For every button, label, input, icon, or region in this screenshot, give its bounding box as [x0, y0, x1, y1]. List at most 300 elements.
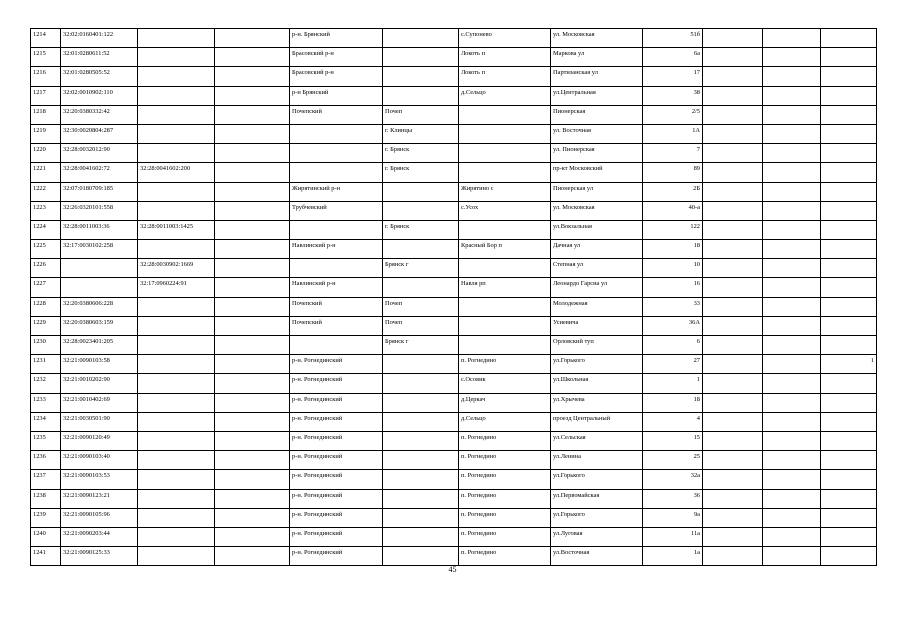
cell-settlement — [459, 336, 551, 355]
cell-house-number: 16 — [643, 278, 703, 297]
cell-extra-2 — [763, 67, 821, 86]
cell-settlement: с.Осовик — [459, 374, 551, 393]
cell-extra-3 — [821, 489, 877, 508]
cell-row-index: 1214 — [31, 29, 61, 48]
cell-cadastral-number: 32:21:0010202:90 — [61, 374, 138, 393]
cell-settlement: п. Рогнедино — [459, 489, 551, 508]
cell-street: ул. Пионерская — [551, 144, 643, 163]
cell-extra-2 — [763, 86, 821, 105]
table-row — [31, 527, 877, 546]
cell-empty-col — [215, 451, 290, 470]
table-row — [31, 201, 877, 220]
cell-house-number: 122 — [643, 220, 703, 239]
cell-settlement: Жирятино с — [459, 182, 551, 201]
cell-city — [383, 182, 459, 201]
cell-street: ул.Сельская — [551, 431, 643, 450]
cell-house-number: 25 — [643, 451, 703, 470]
cell-street: проезд Центральный — [551, 412, 643, 431]
cell-empty-col — [215, 489, 290, 508]
cell-extra-1 — [703, 547, 763, 566]
cell-city: Почеп — [383, 297, 459, 316]
cell-cadastral-number: 32:21:0090203:44 — [61, 527, 138, 546]
cell-city: г. Брянск — [383, 144, 459, 163]
cell-settlement: п. Рогнедино — [459, 451, 551, 470]
cell-row-index: 1239 — [31, 508, 61, 527]
cell-house-number: 89 — [643, 163, 703, 182]
cell-house-number: 7 — [643, 144, 703, 163]
cell-empty-col — [215, 374, 290, 393]
table-row — [31, 124, 877, 143]
cell-city — [383, 201, 459, 220]
cell-street: ул. Московская — [551, 29, 643, 48]
cell-cadastral-number: 32:28:0032012:90 — [61, 144, 138, 163]
cell-cadastral-number: 32:07:0180709:185 — [61, 182, 138, 201]
cell-district: р-н Брянский — [290, 86, 383, 105]
cell-row-index: 1237 — [31, 470, 61, 489]
cell-cadastral-number-2 — [138, 451, 215, 470]
cell-extra-1 — [703, 105, 763, 124]
cell-extra-1 — [703, 86, 763, 105]
cell-cadastral-number-2: 32:28:0011003:1425 — [138, 220, 215, 239]
cell-cadastral-number: 32:20:0380603:159 — [61, 316, 138, 335]
cell-street: Пионерская ул — [551, 182, 643, 201]
cell-settlement: д.Сельцо — [459, 86, 551, 105]
cell-district: р-н. Рогнединский — [290, 470, 383, 489]
cell-extra-1 — [703, 201, 763, 220]
cell-street: Дачная ул — [551, 240, 643, 259]
table-row — [31, 67, 877, 86]
cell-city: Почеп — [383, 105, 459, 124]
cell-street: пр-кт Московский — [551, 163, 643, 182]
cell-city — [383, 240, 459, 259]
cell-district: Почепский — [290, 105, 383, 124]
table-row — [31, 316, 877, 335]
cell-extra-2 — [763, 278, 821, 297]
cell-city — [383, 527, 459, 546]
cell-row-index: 1234 — [31, 412, 61, 431]
cell-extra-3 — [821, 527, 877, 546]
cell-cadastral-number-2 — [138, 336, 215, 355]
cell-extra-3 — [821, 182, 877, 201]
cell-row-index: 1221 — [31, 163, 61, 182]
cell-cadastral-number: 32:26:0320101:558 — [61, 201, 138, 220]
cell-house-number: 2Б — [643, 182, 703, 201]
cell-settlement: д.Церкач — [459, 393, 551, 412]
cell-house-number: 10 — [643, 259, 703, 278]
cell-cadastral-number-2 — [138, 489, 215, 508]
cell-extra-1 — [703, 355, 763, 374]
cell-row-index: 1230 — [31, 336, 61, 355]
cell-cadastral-number: 32:21:0090120:49 — [61, 431, 138, 450]
cell-street: Леонардо Гарсиа ул — [551, 278, 643, 297]
cell-house-number: 18 — [643, 393, 703, 412]
cell-empty-col — [215, 201, 290, 220]
table-row — [31, 451, 877, 470]
cell-street: Маркова ул — [551, 48, 643, 67]
cell-cadastral-number: 32:21:0090123:21 — [61, 489, 138, 508]
cell-extra-3 — [821, 412, 877, 431]
cell-street: ул.Горького — [551, 355, 643, 374]
cell-extra-3 — [821, 220, 877, 239]
cell-district: р-н. Рогнединский — [290, 412, 383, 431]
cell-settlement — [459, 297, 551, 316]
cell-house-number: 40-а — [643, 201, 703, 220]
cell-extra-3 — [821, 124, 877, 143]
cell-street: Степная ул — [551, 259, 643, 278]
cell-street: Усиевича — [551, 316, 643, 335]
cell-cadastral-number-2 — [138, 393, 215, 412]
cell-row-index: 1216 — [31, 67, 61, 86]
registry-table — [30, 28, 877, 566]
cell-settlement: п. Рогнедино — [459, 470, 551, 489]
cell-cadastral-number: 32:21:0030501:90 — [61, 412, 138, 431]
cell-cadastral-number-2 — [138, 48, 215, 67]
cell-cadastral-number-2: 32:17:0960224:91 — [138, 278, 215, 297]
cell-cadastral-number-2 — [138, 355, 215, 374]
cell-empty-col — [215, 508, 290, 527]
cell-street: ул.Ленина — [551, 451, 643, 470]
cell-empty-col — [215, 144, 290, 163]
cell-extra-3 — [821, 201, 877, 220]
cell-extra-2 — [763, 547, 821, 566]
cell-city — [383, 393, 459, 412]
cell-extra-1 — [703, 182, 763, 201]
cell-house-number: 17 — [643, 67, 703, 86]
cell-cadastral-number-2 — [138, 201, 215, 220]
cell-street: ул.Школьная — [551, 374, 643, 393]
cell-cadastral-number: 32:21:0090125:33 — [61, 547, 138, 566]
cell-extra-1 — [703, 431, 763, 450]
cell-row-index: 1241 — [31, 547, 61, 566]
cell-district — [290, 163, 383, 182]
table-row — [31, 336, 877, 355]
cell-cadastral-number-2: 32:28:0030902:1669 — [138, 259, 215, 278]
cell-settlement: п. Рогнедино — [459, 547, 551, 566]
table-row — [31, 163, 877, 182]
cell-cadastral-number: 32:30:0020804:287 — [61, 124, 138, 143]
cell-street: ул.Горького — [551, 470, 643, 489]
cell-empty-col — [215, 240, 290, 259]
cell-extra-1 — [703, 527, 763, 546]
cell-cadastral-number: 32:21:0090103:58 — [61, 355, 138, 374]
cell-extra-3 — [821, 163, 877, 182]
cell-empty-col — [215, 316, 290, 335]
cell-settlement: д.Сельцо — [459, 412, 551, 431]
cell-extra-3 — [821, 144, 877, 163]
cell-row-index: 1223 — [31, 201, 61, 220]
cell-cadastral-number-2 — [138, 144, 215, 163]
cell-extra-1 — [703, 259, 763, 278]
table-row — [31, 29, 877, 48]
cell-cadastral-number-2 — [138, 412, 215, 431]
cell-district: р-н. Рогнединский — [290, 393, 383, 412]
cell-house-number: 15 — [643, 431, 703, 450]
cell-cadastral-number: 32:02:0010902:110 — [61, 86, 138, 105]
cell-cadastral-number-2 — [138, 67, 215, 86]
cell-extra-1 — [703, 393, 763, 412]
cell-city — [383, 451, 459, 470]
cell-district: Почепский — [290, 297, 383, 316]
cell-empty-col — [215, 431, 290, 450]
cell-extra-3 — [821, 259, 877, 278]
cell-extra-2 — [763, 201, 821, 220]
cell-extra-2 — [763, 220, 821, 239]
cell-extra-3 — [821, 336, 877, 355]
table-row — [31, 393, 877, 412]
cell-extra-1 — [703, 220, 763, 239]
cell-extra-3 — [821, 393, 877, 412]
cell-city — [383, 374, 459, 393]
cell-cadastral-number-2 — [138, 105, 215, 124]
cell-extra-2 — [763, 29, 821, 48]
cell-empty-col — [215, 182, 290, 201]
cell-house-number: 9а — [643, 508, 703, 527]
cell-extra-1 — [703, 278, 763, 297]
cell-cadastral-number-2 — [138, 547, 215, 566]
cell-house-number: 36А — [643, 316, 703, 335]
cell-empty-col — [215, 393, 290, 412]
cell-cadastral-number-2 — [138, 431, 215, 450]
cell-extra-3 — [821, 374, 877, 393]
cell-settlement: Локоть п — [459, 67, 551, 86]
cell-street: ул. Восточная — [551, 124, 643, 143]
cell-row-index: 1222 — [31, 182, 61, 201]
cell-settlement — [459, 316, 551, 335]
cell-extra-1 — [703, 124, 763, 143]
cell-extra-3 — [821, 67, 877, 86]
cell-house-number: 18 — [643, 240, 703, 259]
cell-cadastral-number: 32:01:0280505:52 — [61, 67, 138, 86]
table-row — [31, 220, 877, 239]
cell-settlement: п. Рогнедино — [459, 527, 551, 546]
cell-empty-col — [215, 105, 290, 124]
cell-settlement: Локоть п — [459, 48, 551, 67]
table-row — [31, 144, 877, 163]
cell-street: Пионерская — [551, 105, 643, 124]
cell-settlement — [459, 163, 551, 182]
cell-street: ул. Московская — [551, 201, 643, 220]
cell-street: ул.Горького — [551, 508, 643, 527]
cell-empty-col — [215, 412, 290, 431]
cell-street: Молодежная — [551, 297, 643, 316]
cell-extra-1 — [703, 316, 763, 335]
cell-extra-2 — [763, 470, 821, 489]
cell-extra-3 — [821, 105, 877, 124]
cell-city: Брянск г — [383, 259, 459, 278]
cell-empty-col — [215, 48, 290, 67]
cell-extra-1 — [703, 451, 763, 470]
cell-cadastral-number: 32:28:0023401:205 — [61, 336, 138, 355]
cell-street: ул.Восточная — [551, 547, 643, 566]
cell-cadastral-number — [61, 278, 138, 297]
cell-cadastral-number: 32:01:0280611:52 — [61, 48, 138, 67]
cell-extra-1 — [703, 412, 763, 431]
cell-house-number: 11а — [643, 527, 703, 546]
cell-row-index: 1220 — [31, 144, 61, 163]
cell-settlement: с.Усох — [459, 201, 551, 220]
cell-extra-2 — [763, 374, 821, 393]
cell-street: ул.Луговая — [551, 527, 643, 546]
cell-settlement — [459, 220, 551, 239]
cell-extra-2 — [763, 144, 821, 163]
cell-extra-2 — [763, 451, 821, 470]
table-row — [31, 431, 877, 450]
cell-extra-2 — [763, 316, 821, 335]
cell-house-number: 2/5 — [643, 105, 703, 124]
table-row — [31, 259, 877, 278]
cell-extra-2 — [763, 182, 821, 201]
cell-extra-3 — [821, 470, 877, 489]
cell-cadastral-number: 32:20:0380606:228 — [61, 297, 138, 316]
cell-cadastral-number-2 — [138, 374, 215, 393]
cell-extra-3 — [821, 508, 877, 527]
table-row — [31, 297, 877, 316]
cell-extra-2 — [763, 527, 821, 546]
cell-house-number: 1а — [643, 547, 703, 566]
cell-empty-col — [215, 67, 290, 86]
cell-city — [383, 48, 459, 67]
cell-settlement: Красный Бор п — [459, 240, 551, 259]
cell-extra-1 — [703, 336, 763, 355]
cell-house-number: 38 — [643, 86, 703, 105]
cell-empty-col — [215, 163, 290, 182]
cell-cadastral-number: 32:21:0090105:96 — [61, 508, 138, 527]
cell-cadastral-number-2 — [138, 29, 215, 48]
cell-empty-col — [215, 297, 290, 316]
cell-cadastral-number: 32:28:0011003:36 — [61, 220, 138, 239]
cell-row-index: 1233 — [31, 393, 61, 412]
cell-city — [383, 412, 459, 431]
cell-extra-1 — [703, 374, 763, 393]
cell-empty-col — [215, 547, 290, 566]
cell-district: Брасовский р-н — [290, 48, 383, 67]
cell-cadastral-number: 32:28:0041602:72 — [61, 163, 138, 182]
cell-row-index: 1228 — [31, 297, 61, 316]
table-row — [31, 508, 877, 527]
cell-cadastral-number: 32:21:0090103:53 — [61, 470, 138, 489]
table-row — [31, 489, 877, 508]
cell-extra-2 — [763, 240, 821, 259]
cell-house-number: 4 — [643, 412, 703, 431]
cell-extra-3 — [821, 86, 877, 105]
cell-district: р-н. Брянский — [290, 29, 383, 48]
cell-house-number: 1А — [643, 124, 703, 143]
cell-extra-2 — [763, 431, 821, 450]
cell-empty-col — [215, 29, 290, 48]
cell-row-index: 1226 — [31, 259, 61, 278]
table-row — [31, 470, 877, 489]
cell-cadastral-number: 32:02:0160401:122 — [61, 29, 138, 48]
cell-settlement: п. Рогнедино — [459, 355, 551, 374]
table-row — [31, 48, 877, 67]
cell-extra-1 — [703, 29, 763, 48]
cell-house-number: 32а — [643, 470, 703, 489]
cell-row-index: 1238 — [31, 489, 61, 508]
cell-cadastral-number — [61, 259, 138, 278]
cell-district: р-н. Рогнединский — [290, 489, 383, 508]
cell-house-number: 6 — [643, 336, 703, 355]
cell-district — [290, 220, 383, 239]
cell-extra-1 — [703, 48, 763, 67]
cell-row-index: 1218 — [31, 105, 61, 124]
cell-settlement — [459, 124, 551, 143]
cell-extra-1 — [703, 297, 763, 316]
cell-extra-1 — [703, 240, 763, 259]
cell-extra-1 — [703, 470, 763, 489]
cell-extra-3 — [821, 547, 877, 566]
cell-cadastral-number-2 — [138, 508, 215, 527]
cell-extra-1 — [703, 67, 763, 86]
cell-empty-col — [215, 336, 290, 355]
table-row — [31, 547, 877, 566]
table-row — [31, 278, 877, 297]
cell-cadastral-number-2 — [138, 527, 215, 546]
cell-extra-1 — [703, 144, 763, 163]
cell-extra-3 — [821, 451, 877, 470]
table-row — [31, 105, 877, 124]
table-row — [31, 240, 877, 259]
cell-district: Навлинский р-н — [290, 240, 383, 259]
cell-extra-2 — [763, 48, 821, 67]
cell-cadastral-number: 32:17:0030102:258 — [61, 240, 138, 259]
cell-city — [383, 431, 459, 450]
cell-row-index: 1240 — [31, 527, 61, 546]
cell-row-index: 1215 — [31, 48, 61, 67]
cell-street: ул.Первомайская — [551, 489, 643, 508]
cell-settlement: п. Рогнедино — [459, 508, 551, 527]
table-row — [31, 182, 877, 201]
cell-cadastral-number: 32:21:0090103:40 — [61, 451, 138, 470]
cell-district: Почепский — [290, 316, 383, 335]
cell-row-index: 1224 — [31, 220, 61, 239]
cell-extra-2 — [763, 336, 821, 355]
cell-house-number: 51б — [643, 29, 703, 48]
cell-extra-1 — [703, 163, 763, 182]
cell-settlement: п. Рогнедино — [459, 431, 551, 450]
cell-street: ул.Центральная — [551, 86, 643, 105]
cell-district — [290, 124, 383, 143]
cell-row-index: 1227 — [31, 278, 61, 297]
cell-extra-3: 1 — [821, 355, 877, 374]
cell-row-index: 1225 — [31, 240, 61, 259]
cell-settlement — [459, 105, 551, 124]
cell-house-number: 36 — [643, 489, 703, 508]
cell-cadastral-number: 32:21:0010402:69 — [61, 393, 138, 412]
cell-district: р-н. Рогнединский — [290, 355, 383, 374]
cell-empty-col — [215, 124, 290, 143]
cell-cadastral-number-2 — [138, 240, 215, 259]
cell-extra-2 — [763, 508, 821, 527]
cell-city: г. Брянск — [383, 220, 459, 239]
cell-house-number: 27 — [643, 355, 703, 374]
cell-extra-2 — [763, 393, 821, 412]
cell-row-index: 1217 — [31, 86, 61, 105]
cell-city — [383, 547, 459, 566]
cell-extra-2 — [763, 355, 821, 374]
cell-city — [383, 86, 459, 105]
table-row — [31, 86, 877, 105]
cell-empty-col — [215, 86, 290, 105]
page-number: 45 — [448, 565, 457, 574]
cell-cadastral-number-2 — [138, 124, 215, 143]
cell-extra-3 — [821, 316, 877, 335]
cell-row-index: 1219 — [31, 124, 61, 143]
cell-district — [290, 144, 383, 163]
cell-cadastral-number-2 — [138, 182, 215, 201]
cell-street: Партизанская ул — [551, 67, 643, 86]
cell-cadastral-number: 32:20:0380332:42 — [61, 105, 138, 124]
cell-cadastral-number-2 — [138, 470, 215, 489]
